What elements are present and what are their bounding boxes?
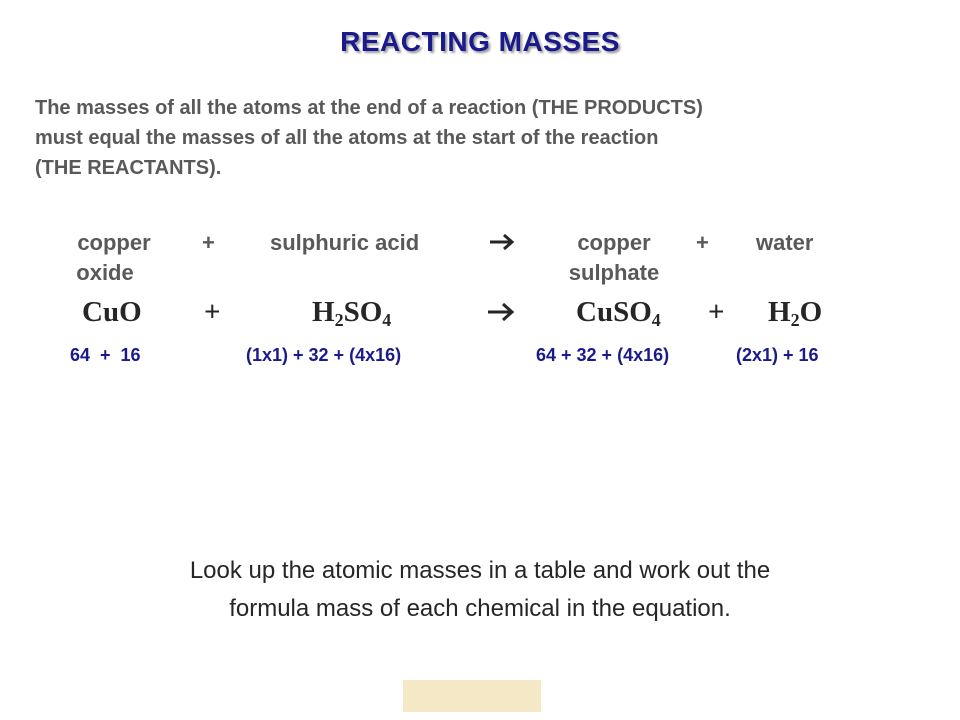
- word-copper-sulphate-line1: copper: [577, 230, 651, 255]
- word-water: water: [756, 230, 814, 255]
- formula-plus: +: [708, 296, 725, 328]
- mass-h2o: (2x1) + 16: [736, 345, 819, 365]
- word-copper-sulphate-line2: sulphate: [568, 260, 660, 285]
- intro-line: The masses of all the atoms at the end of a reaction (THE PRODUCTS): [35, 97, 703, 119]
- closing-instruction: [0, 552, 960, 628]
- intro-line: must equal the masses of all the atoms at the start of the reaction: [35, 127, 659, 149]
- word-copper-oxide-line1: copper: [77, 230, 151, 255]
- formula-cuso4: CuSO$_4$: [576, 296, 661, 330]
- note-box: [403, 680, 541, 712]
- slide-title: REACTING MASSES: [340, 26, 620, 57]
- word-sulphuric-acid: sulphuric acid: [270, 230, 420, 255]
- formula-arrow-icon: [486, 300, 516, 324]
- formula-plus: +: [204, 296, 221, 328]
- intro-line: (THE REACTANTS).: [35, 157, 222, 179]
- formula-h2o: $H_2O$: [768, 296, 823, 330]
- word-copper-oxide-line2: oxide: [76, 260, 134, 285]
- word-copper-oxide: [62, 228, 166, 288]
- mass-cuso4: 64 + 32 + (4x16): [536, 345, 670, 365]
- word-arrow-icon: [488, 231, 516, 253]
- mass-h2so4: (1x1) + 32 + (4x16): [246, 345, 402, 365]
- word-plus: +: [202, 230, 215, 255]
- word-plus: +: [696, 230, 709, 255]
- intro-paragraph: [35, 93, 935, 183]
- closing-line: Look up the atomic masses in a table and work out the: [189, 557, 771, 584]
- word-copper-sulphate: [558, 228, 670, 288]
- formula-h2so4: $H_2SO_4$: [312, 296, 392, 330]
- closing-line: formula mass of each chemical in the equation.: [229, 595, 731, 622]
- mass-cuo: 64 + 16: [70, 345, 141, 365]
- formula-cuo: CuO: [82, 296, 142, 328]
